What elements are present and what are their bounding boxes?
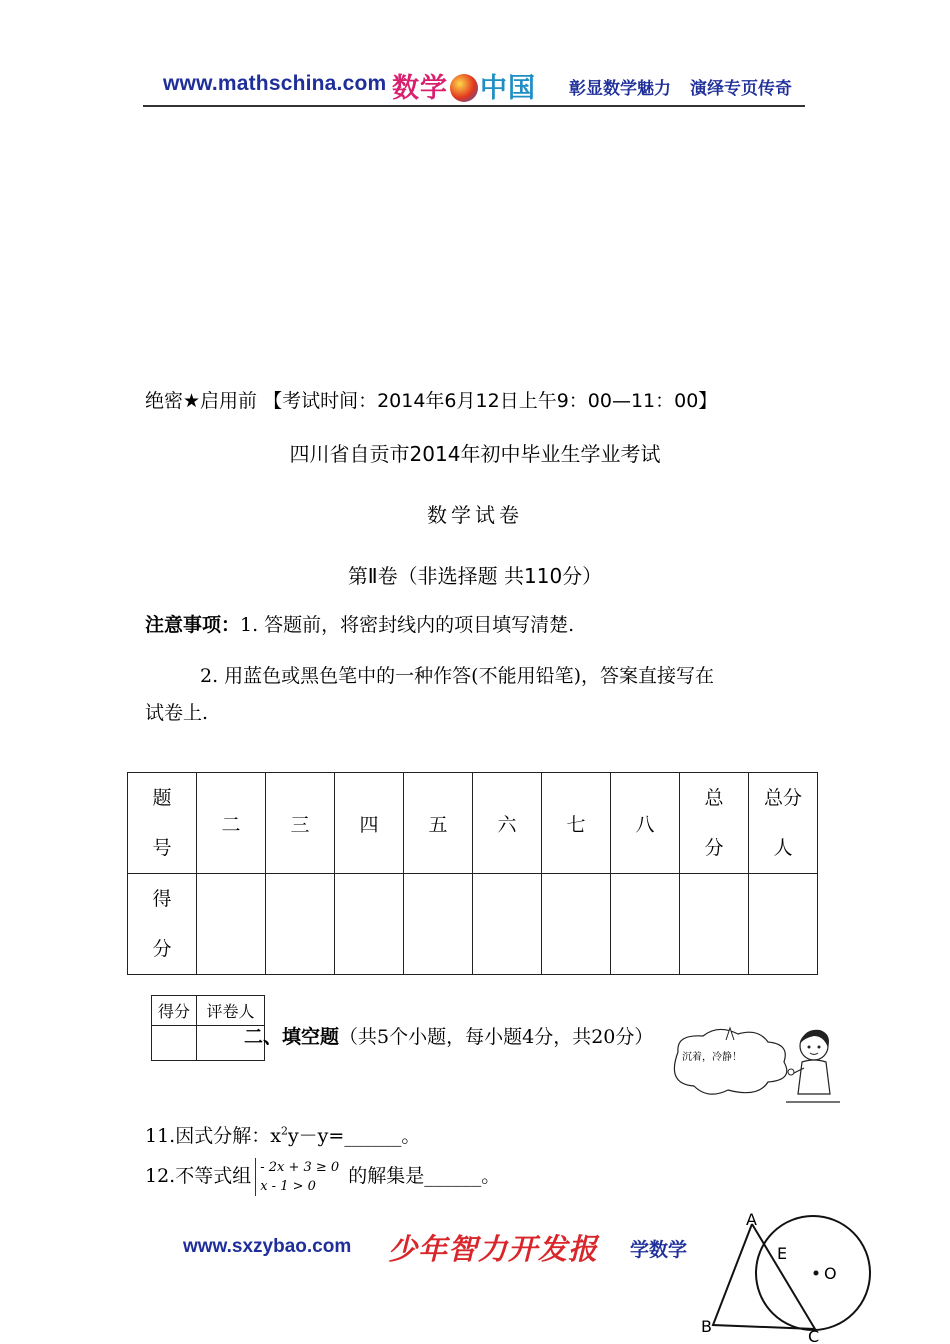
score-cell[interactable] <box>197 874 266 975</box>
row-header-score: 得 分 <box>128 874 197 975</box>
col-header-2: 二 <box>197 773 266 874</box>
col-header-7: 七 <box>542 773 611 874</box>
header-divider <box>143 105 805 107</box>
label-c: C <box>808 1327 820 1344</box>
score-cell[interactable] <box>266 874 335 975</box>
exam-title: 四川省自贡市2014年初中毕业生学业考试 <box>289 442 661 466</box>
col-header-8: 八 <box>611 773 680 874</box>
header-slogan-1: 彰显数学魅力 <box>569 79 671 99</box>
exam-subject: 数学试卷 <box>427 503 523 527</box>
logo-text-china: 中国 <box>480 73 536 104</box>
score-cell[interactable] <box>611 874 680 975</box>
notes-item-2: 2. 用蓝色或黑色笔中的一种作答(不能用铅笔)，答案直接写在 <box>200 665 714 687</box>
logo-text-math: 数学 <box>392 73 448 104</box>
footer-learn-math: 学数学 <box>630 1239 688 1261</box>
col-header-6: 六 <box>473 773 542 874</box>
grader-score-label: 得分 <box>152 996 197 1026</box>
col-header-5: 五 <box>404 773 473 874</box>
secret-time-line: 绝密★启用前 【考试时间：2014年6月12日上午9：00—11：00】 <box>145 390 718 412</box>
score-cell-total[interactable] <box>680 874 749 975</box>
label-e: E <box>777 1244 788 1263</box>
score-cell[interactable] <box>404 874 473 975</box>
notes-item-2-cont: 试卷上. <box>145 702 209 724</box>
col-header-grader: 总分 人 <box>749 773 818 874</box>
grader-score-cell[interactable] <box>152 1026 197 1061</box>
row-header-question-no: 题 号 <box>128 773 197 874</box>
section-2-title: 二、填空题 <box>244 1026 340 1048</box>
grader-name-label: 评卷人 <box>197 996 265 1026</box>
question-12: 12.不等式组 - 2x + 3 ≥ 0 x - 1 > 0 的解集是______。 <box>145 1160 501 1194</box>
col-header-4: 四 <box>335 773 404 874</box>
section-2-desc: （共5个小题，每小题4分，共20分） <box>339 1026 654 1048</box>
section-2-heading <box>244 1022 653 1049</box>
footer-url: www.sxzybao.com <box>183 1236 352 1257</box>
notes-line-1 <box>145 610 574 637</box>
score-cell[interactable] <box>542 874 611 975</box>
exam-volume: 第Ⅱ卷（非选择题 共110分） <box>347 564 603 588</box>
inequality-system: - 2x + 3 ≥ 0 x - 1 > 0 <box>255 1158 344 1196</box>
header-slogan-2: 演绎专页传奇 <box>690 79 792 99</box>
score-cell[interactable] <box>335 874 404 975</box>
col-header-3: 三 <box>266 773 335 874</box>
notes-label: 注意事项： <box>145 614 241 636</box>
footer-brand: 少年智力开发报 <box>388 1232 599 1266</box>
score-cell[interactable] <box>473 874 542 975</box>
header-logo <box>392 66 536 105</box>
cartoon-girl-illustration <box>658 1022 848 1108</box>
col-header-total: 总 分 <box>680 773 749 874</box>
question-11: 11.因式分解：$x^2y-y=\_\_\_\_\_\_$。 <box>145 1124 421 1147</box>
notes-item-1: 1. 答题前，将密封线内的项目填写清楚. <box>240 614 575 636</box>
label-a: A <box>746 1210 757 1229</box>
speech-bubble-text: 沉着，冷静！ <box>682 1052 742 1063</box>
label-b: B <box>701 1317 712 1336</box>
score-table <box>127 772 818 975</box>
score-cell-grader[interactable] <box>749 874 818 975</box>
center-point <box>814 1271 819 1276</box>
triangle-circle-figure <box>690 1205 945 1344</box>
globe-icon <box>450 74 478 102</box>
header-url: www.mathschina.com <box>163 72 387 95</box>
label-o: O <box>824 1264 837 1283</box>
